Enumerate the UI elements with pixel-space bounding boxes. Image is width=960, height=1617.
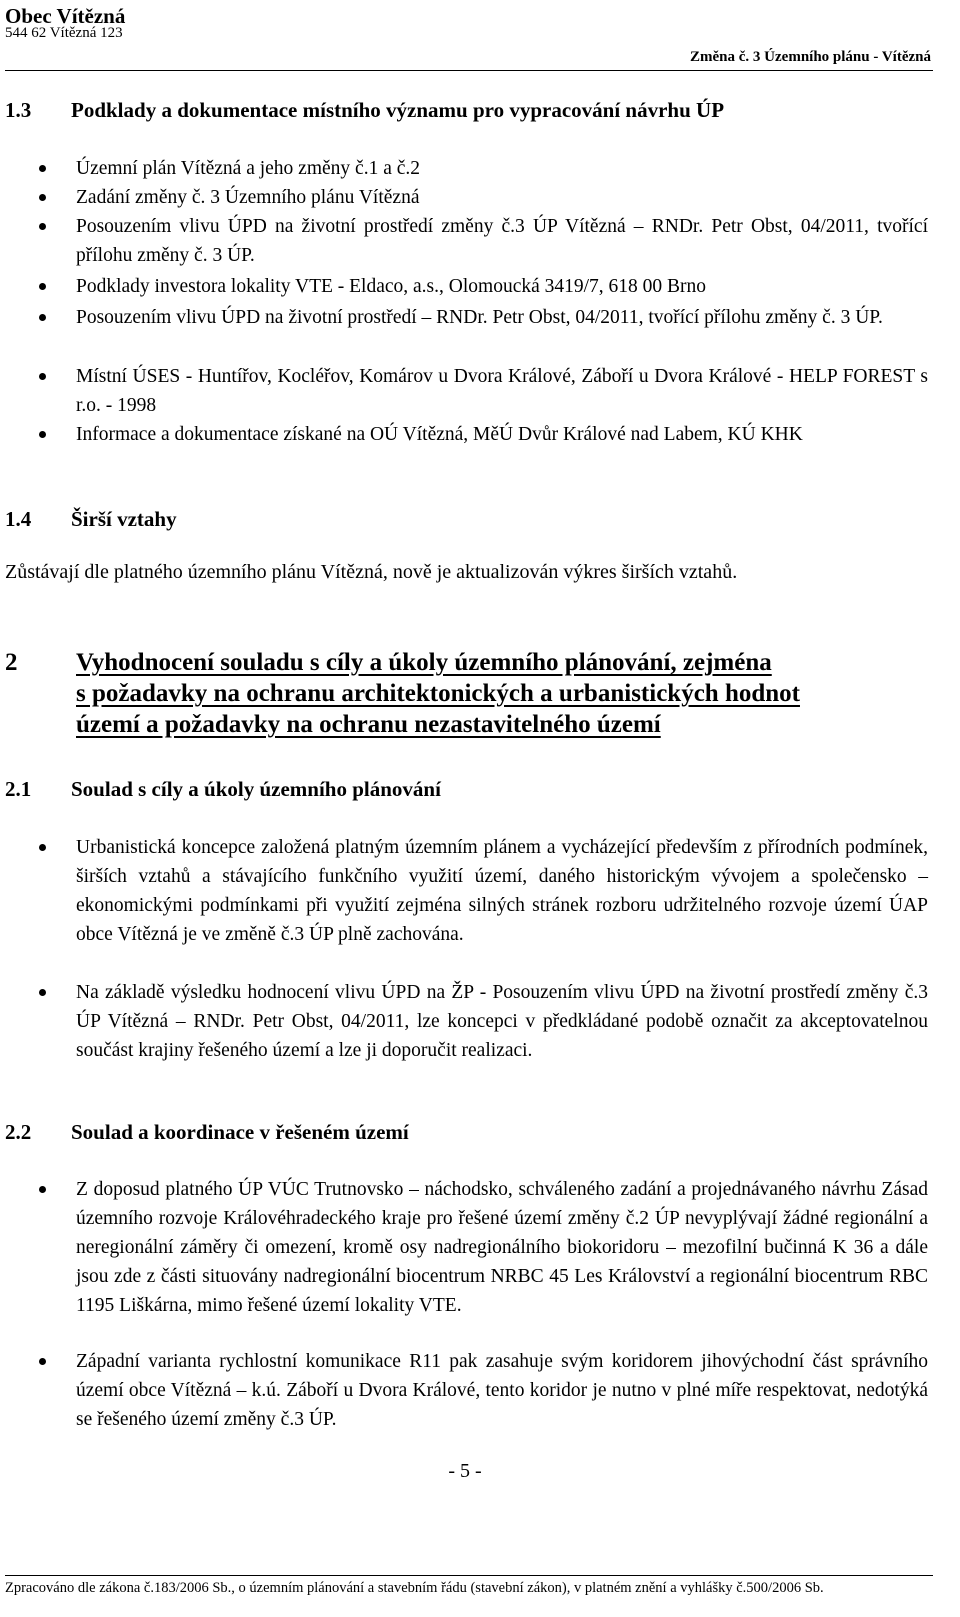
list-item-text: Místní ÚSES - Huntířov, Kocléřov, Komárov u Dvora Králové, Záboří u Dvora Králové - HELP FOREST s r.o. - 1998: [76, 366, 928, 416]
bullet-icon: [39, 223, 46, 230]
list-item-text: Zadání změny č. 3 Územního plánu Vítězná: [76, 187, 420, 208]
page-number: - 5 -: [448, 1460, 482, 1482]
section-title: Soulad s cíly a úkoly územního plánování: [71, 777, 441, 801]
bullet-icon: [39, 989, 46, 996]
section-number: 1.4: [5, 507, 32, 531]
bullet-icon: [39, 844, 46, 851]
section-number: 1.3: [5, 98, 32, 122]
bullet-icon: [39, 373, 46, 380]
list-item-text: Na základě výsledku hodnocení vlivu ÚPD na ŽP - Posouzením vlivu ÚPD na životní prostředí změny č.3 ÚP Vítězná – RNDr. Petr Obst, 04/2011, lze koncepci v předkládané podobě označit za akceptovatelnou součást krajiny řešeného území a lze ji doporučit realizaci.: [76, 982, 928, 1061]
section-number: 2.1: [5, 777, 32, 801]
chapter-title-line: s požadavky na ochranu architektonických a urbanistických hodnot: [76, 680, 800, 707]
section-title: Širší vztahy: [71, 507, 177, 531]
document-title: Změna č. 3 Územního plánu - Vítězná: [690, 49, 931, 65]
chapter-title-line: Vyhodnocení souladu s cíly a úkoly územního plánování, zejména: [76, 649, 772, 676]
list-item-text: Podklady investora lokality VTE - Eldaco, a.s., Olomoucká 3419/7, 618 00 Brno: [76, 276, 707, 297]
chapter-number: 2: [5, 649, 18, 676]
bullet-icon: [39, 165, 46, 172]
section-number: 2.2: [5, 1120, 32, 1144]
header-divider: [5, 70, 933, 71]
organization-name: Obec Vítězná: [5, 4, 126, 28]
list-item-text: Územní plán Vítězná a jeho změny č.1 a č.2: [76, 158, 421, 179]
bullet-icon: [39, 1358, 46, 1365]
list-item-text: Informace a dokumentace získané na OÚ Vítězná, MěÚ Dvůr Králové nad Labem, KÚ KHK: [76, 424, 803, 445]
section-title: Soulad a koordinace v řešeném území: [71, 1120, 409, 1144]
bullet-icon: [39, 1186, 46, 1193]
list-item-text: Posouzením vlivu ÚPD na životní prostředí změny č.3 ÚP Vítězná – RNDr. Petr Obst, 04/2011, tvořící přílohu změny č. 3 ÚP.: [76, 216, 928, 266]
chapter-title-line: území a požadavky na ochranu nezastavitelného území: [76, 711, 661, 738]
bullet-icon: [39, 431, 46, 438]
bullet-icon: [39, 194, 46, 201]
footer-divider: [5, 1575, 933, 1576]
footer-text: Zpracováno dle zákona č.183/2006 Sb., o územním plánování a stavebním řádu (stavební zákon), v platném znění a vyhlášky č.500/2006 Sb.: [5, 1580, 824, 1596]
list-item-text: Posouzením vlivu ÚPD na životní prostředí – RNDr. Petr Obst, 04/2011, tvořící přílohu změny č. 3 ÚP.: [76, 307, 883, 328]
section-title: Podklady a dokumentace místního významu pro vypracování návrhu ÚP: [71, 98, 725, 122]
section-paragraph: Zůstávají dle platného územního plánu Vítězná, nově je aktualizován výkres širších vztahů.: [5, 561, 738, 583]
list-item-text: Z doposud platného ÚP VÚC Trutnovsko – náchodsko, schváleného zadání a projednávaného návrhu Zásad územního rozvoje Královéhradeckého kraje pro řešené území změny č.2 ÚP nevyplývají žádné regionální a neregionální záměry či omezení, kromě osy nadregionálního biokoridoru – mezofilní bučinná K 36 a dále jsou zde z části situovány nadregionální biocentrum NRBC 45 Les Království a regionální biocentrum RBC 1195 Liškárna, mimo řešené území lokality VTE.: [76, 1179, 928, 1316]
list-item-text: Urbanistická koncepce založená platným územním plánem a vycházející především z přírodních podmínek, širších vztahů a stávajícího funkčního využití území, daného historickým vývojem a společensko – ekonomickými podmínkami při využití zejména silných stránek rozboru udržitelného rozvoje území ÚAP obce Vítězná je ve změně č.3 ÚP plně zachována.: [76, 837, 928, 945]
list-item-text: Západní varianta rychlostní komunikace R11 pak zasahuje svým koridorem jihovýchodní část správního území obce Vítězná – k.ú. Záboří u Dvora Králové, tento koridor je nutno v plné míře respektovat, nedotýká se řešeného území změny č.3 ÚP.: [76, 1351, 928, 1430]
bullet-icon: [39, 283, 46, 290]
organization-address: 544 62 Vítězná 123: [5, 25, 123, 41]
bullet-icon: [39, 314, 46, 321]
